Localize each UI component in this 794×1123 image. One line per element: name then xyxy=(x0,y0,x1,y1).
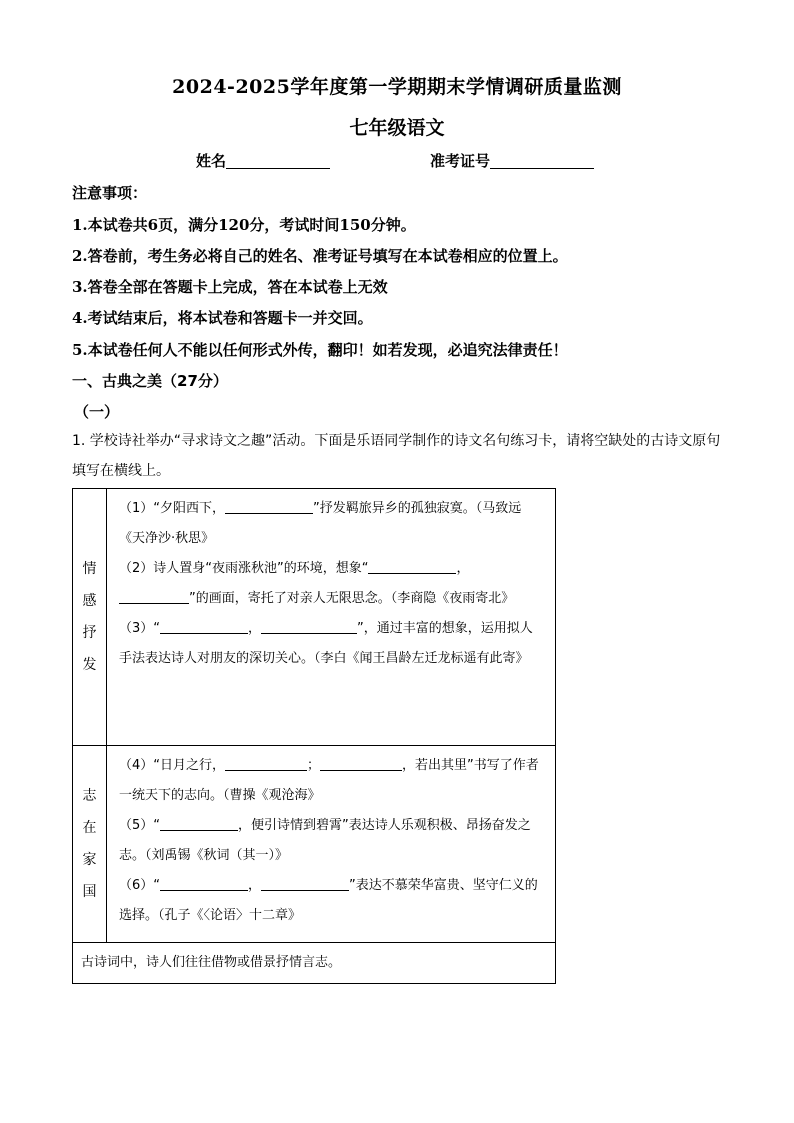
card-item-3: （3）“ ， ”，通过丰富的想象，运用拟人手法表达诗人对朋友的深切关心。（李白《闻王昌龄左迁龙标遥有此寄》 xyxy=(119,614,541,674)
question-1-stem: 1. 学校诗社举办“寻求诗文之趣”活动。下面是乐语同学制作的诗文名句练习卡，请将空缺处的古诗文原句填写在横线上。 xyxy=(72,433,721,479)
answer-blank[interactable] xyxy=(160,617,248,634)
card-item-5: （5）“ ，便引诗情到碧霄”表达诗人乐观积极、昂扬奋发之志。（刘禹锡《秋词（其一）》 xyxy=(119,811,541,871)
answer-blank[interactable] xyxy=(225,497,313,514)
card-item-4: （4）“日月之行， ； ，若出其里”书写了作者一统天下的志向。（曹操《观沧海》 xyxy=(119,751,541,811)
card-row-footer xyxy=(73,943,556,984)
answer-blank[interactable] xyxy=(261,617,357,634)
card-items-emotion xyxy=(107,489,556,746)
name-blank[interactable] xyxy=(226,152,330,169)
name-field[interactable] xyxy=(196,150,330,171)
notice-item: 3.答卷全部在答题卡上完成，答在本试卷上无效 xyxy=(72,278,388,296)
card-row-ambition xyxy=(73,746,556,943)
poetry-practice-card xyxy=(72,488,556,984)
card-item-2: （2）诗人置身“夜雨涨秋池”的环境，想象“ ， ”的画面，寄托了对亲人无限思念。（李商隐《夜雨寄北》 xyxy=(119,554,541,614)
category-emotion: 情 感 抒 发 xyxy=(73,489,107,746)
exam-title: 2024-2025学年度第一学期期末学情调研质量监测 xyxy=(172,76,622,98)
exam-number-label: 准考证号 xyxy=(430,152,491,170)
card-footer-note: 古诗词中，诗人们往往借物或借景抒情言志。 xyxy=(73,943,556,984)
notice-heading: 注意事项： xyxy=(72,184,148,202)
notice-item: 2.答卷前，考生务必将自己的姓名、准考证号填写在本试卷相应的位置上。 xyxy=(72,247,568,265)
answer-blank[interactable] xyxy=(261,874,349,891)
subsection-title: （一） xyxy=(74,403,120,421)
notice-item: 4.考试结束后，将本试卷和答题卡一并交回。 xyxy=(72,309,373,327)
answer-blank[interactable] xyxy=(368,557,456,574)
exam-number-field[interactable] xyxy=(430,150,594,171)
name-label: 姓名 xyxy=(196,152,227,170)
answer-blank[interactable] xyxy=(119,587,189,604)
exam-subject: 七年级语文 xyxy=(349,117,445,139)
answer-blank[interactable] xyxy=(160,874,248,891)
card-item-1: （1）“夕阳西下， ”抒发羁旅异乡的孤独寂寞。（马致远《天净沙·秋思》 xyxy=(119,494,541,554)
section-title: 一、古典之美（27分） xyxy=(72,372,228,390)
answer-blank[interactable] xyxy=(225,754,307,771)
card-row-emotion xyxy=(73,489,556,746)
answer-blank[interactable] xyxy=(160,814,238,831)
card-items-ambition xyxy=(107,746,556,943)
card-item-6: （6）“ ， ”表达不慕荣华富贵、坚守仁义的选择。（孔子《〈论语〉十二章》 xyxy=(119,871,541,931)
exam-number-blank[interactable] xyxy=(490,152,594,169)
notice-item: 5.本试卷任何人不能以任何形式外传，翻印！如若发现，必追究法律责任！ xyxy=(72,341,568,359)
category-ambition: 志 在 家 国 xyxy=(73,746,107,943)
answer-blank[interactable] xyxy=(320,754,402,771)
notice-item: 1.本试卷共6页，满分120分，考试时间150分钟。 xyxy=(72,216,416,234)
